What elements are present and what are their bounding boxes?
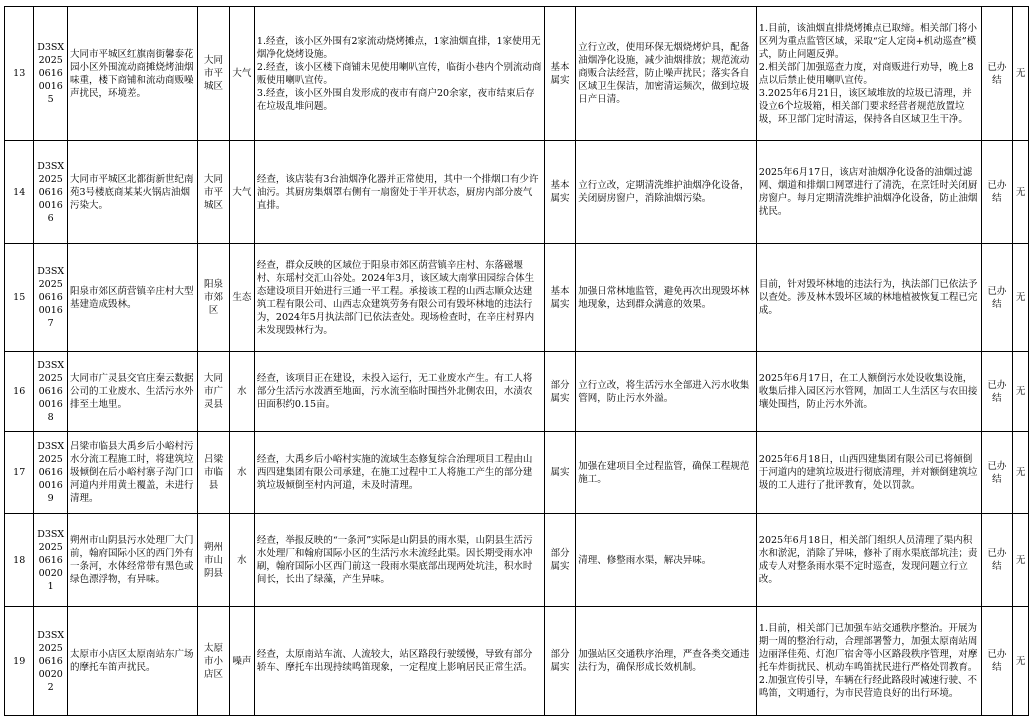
case-status: 已办结 [981,514,1013,607]
investigation-findings-line: 经查，该店装有3台油烟净化器并正常使用，其中一个排烟口有少许油污。其厨房集烟罩右侧有一扇窗处于半开状态，厨房内部分废气直排。 [256,173,539,211]
handling-requirement: 清理、修整雨水渠，解决异味。 [576,514,757,607]
rectification-result [756,7,981,141]
investigation-findings-line: 经查，群众反映的区域位于阳泉市郊区荫营镇辛庄村、东落磁堰村、东瑶村交汇山谷处。2024年3月，该区域大南掌田园综合体生态建设项目开始进行三通一平工程。承接该工程的山西志顺众达建筑工程有限公司、山西志众建筑劳务有限公司有毁坏林地的违法行为，2024年5月执法部门已依法查处。现场检查时，在辛庄村界内未发现毁林行为。 [256,259,535,336]
investigation-findings [254,607,544,716]
rectification-result-line: 2025年6月17日，在工人额倒污水处设收集设施，收集后排入园区污水管网，加固工人生活区与农田接壤处围挡，防止污水外流。 [758,373,978,410]
row-number: 19 [5,607,34,716]
accountability: 无 [1013,7,1029,141]
handling-requirement: 加强在建项目全过程监管，确保工程规范施工。 [576,432,757,514]
row-number: 18 [5,514,34,607]
verification-result: 基本属实 [544,7,576,141]
investigation-findings-line: 经查，举报反映的“一条河”实际是山阴县的雨水渠，山阴县生活污水处理厂和翰府国际小区的生活污水未流经此渠。因长期受雨水冲刷，翰府国际小区西门前这一段雨水渠底部出现两处坑洼，积水时间长，长出了绿藻，产生异味。 [256,535,533,585]
case-code: D3SX2025061600169 [34,432,68,514]
rectification-result-line: 2.相关部门加强巡查力度，对商贩进行劝导，晚上8点以后禁止使用喇叭宣传。 [758,61,974,86]
rectification-result-line: 3.2025年6月21日，该区域堆放的垃圾已清理，并设立6个垃圾箱，相关部门要求经营者规范放置垃圾，环卫部门定时清运，保持各自区域卫生干净。 [758,87,972,125]
case-code: D3SX2025061600165 [34,7,68,141]
rectification-result-line: 目前，针对毁坏林地的违法行为，执法部门已依法予以查处。涉及林木毁坏区域的林地植被恢复工程已完成。 [758,279,978,316]
row-number: 13 [5,7,34,141]
case-status: 已办结 [981,607,1013,716]
investigation-findings [254,244,544,352]
investigation-findings-line: 1.经查，该小区外围有2家流动烧烤摊点，1家油烟直排，1家使用无烟净化烧烤设施。 [256,35,541,60]
investigation-findings-line: 3.经查，该小区外围自发形成的夜市有商户20余家，夜市结束后存在垃圾乱堆问题。 [256,87,535,112]
table-row [5,141,1029,244]
case-code: D3SX2025061600201 [34,514,68,607]
rectification-result-line: 2.加强宣传引导，车辆在行经此路段时减速行驶、不鸣笛，文明通行，为市民营造良好的出行环境。 [758,675,977,699]
investigation-findings [254,432,544,514]
administrative-area: 大同市广灵县 [198,352,230,432]
accountability: 无 [1013,141,1029,244]
case-status: 已办结 [981,141,1013,244]
rectification-result [756,141,981,244]
pollution-type: 生态 [229,244,254,352]
table-row [5,7,1029,141]
rectification-result [756,607,981,716]
investigation-findings [254,141,544,244]
complaint-content: 朔州市山阴县污水处理厂大门前，翰府国际小区的西门外有一条河，水体经常带有黑色或绿色漂浮物，有异味。 [68,514,198,607]
table-body [5,7,1029,716]
handling-requirement: 立行立改，定期清洗维护油烟净化设备，关闭厨房窗户，消除油烟污染。 [576,141,757,244]
table-row [5,514,1029,607]
case-code: D3SX2025061600202 [34,607,68,716]
case-code: D3SX2025061600166 [34,141,68,244]
complaint-content: 吕梁市临县大禹乡后小峪村污水分流工程施工时，将建筑垃圾倾倒在后小峪村寨子沟门口河道内并用黄土覆盖，未进行清理。 [68,432,198,514]
verification-result: 基本属实 [544,141,576,244]
complaint-content: 大同市平城区红旗南街馨泰花园小区外围流动商摊烧烤油烟味重，楼下商铺和流动商贩噪声扰民，环境差。 [68,7,198,141]
table-row [5,432,1029,514]
accountability: 无 [1013,244,1029,352]
administrative-area: 大同市平城区 [198,141,230,244]
rectification-result [756,514,981,607]
case-status: 已办结 [981,244,1013,352]
accountability: 无 [1013,432,1029,514]
row-number: 14 [5,141,34,244]
administrative-area: 大同市平城区 [198,7,230,141]
rectification-result [756,352,981,432]
rectification-result-line: 1.目前，相关部门已加强车站交通秩序整治。开展为期一周的整治行动，合理部署警力，加强太原南站周边丽泽佳苑、灯泡厂宿舍等小区路段秩序管理，对摩托车炸街扰民、机动车鸣笛扰民进行严格处罚教育。 [758,623,978,673]
complaint-content: 大同市广灵县交官庄秦云数据公司的工业废水、生活污水外排至土地里。 [68,352,198,432]
verification-result: 属实 [544,432,576,514]
verification-result: 部分属实 [544,607,576,716]
accountability: 无 [1013,514,1029,607]
rectification-result-line: 2025年6月18日，相关部门组织人员清理了渠内积水和淤泥，消除了异味，修补了雨水渠底部坑洼；责成专人对整条雨水渠不定时巡查，发现问题立行立改。 [758,535,978,585]
pollution-type: 大气 [229,141,254,244]
case-status: 已办结 [981,7,1013,141]
case-code: D3SX2025061600167 [34,244,68,352]
case-code: D3SX2025061600168 [34,352,68,432]
investigation-findings-line: 经查，太原南站车流、人流较大，站区路段行驶缓慢，导致有部分轿车、摩托车出现持续鸣笛现象，一定程度上影响居民正常生活。 [256,649,533,673]
table-row [5,352,1029,432]
complaint-table [4,6,1029,716]
rectification-result [756,244,981,352]
administrative-area: 阳泉市郊区 [198,244,230,352]
pollution-type: 大气 [229,7,254,141]
table-row [5,607,1029,716]
administrative-area: 太原市小店区 [198,607,230,716]
accountability: 无 [1013,607,1029,716]
pollution-type: 水 [229,514,254,607]
verification-result: 部分属实 [544,514,576,607]
investigation-findings [254,7,544,141]
handling-requirement: 加强站区交通秩序治理，严查各类交通违法行为，确保形成长效机制。 [576,607,757,716]
handling-requirement: 加强日常林地监管，避免再次出现毁坏林地现象，达到群众满意的效果。 [576,244,757,352]
complaint-content: 大同市平城区北都街新世纪南苑3号楼底商某某火锅店油烟污染大。 [68,141,198,244]
rectification-result-line: 1.目前，该油烟直排烧烤摊点已取缔。相关部门将小区列为重点监管区域，采取“定人定岗+机动巡查”模式，防止问题反弹。 [758,22,977,60]
investigation-findings [254,352,544,432]
complaint-content: 太原市小店区太原南站东广场的摩托车笛声扰民。 [68,607,198,716]
complaint-content: 阳泉市郊区荫营镇辛庄村大型基建造成毁林。 [68,244,198,352]
investigation-findings-line: 经查，大禹乡后小峪村实施的流域生态修复综合治理项目工程由山西四建集团有限公司承建，在施工过程中工人将施工产生的部分建筑垃圾倾倒至村内河道，未及时清理。 [256,454,533,491]
case-status: 已办结 [981,352,1013,432]
investigation-findings-line: 2.经查，该小区楼下商铺未见使用喇叭宣传，临街小巷内个别流动商贩使用喇叭宣传。 [256,61,542,86]
handling-requirement: 立行立改，使用环保无烟烧烤炉具，配备油烟净化设施，减少油烟排放；规范流动商贩合法经营，防止噪声扰民；落实各自区域卫生保洁，加密清运频次，做到垃圾日产日清。 [576,7,757,141]
row-number: 17 [5,432,34,514]
rectification-result-line: 2025年6月17日，该店对油烟净化设备的油烟过滤网、烟道和排烟口网罩进行了清洗，在烹饪时关闭厨房窗户。每月定期清洗维护油烟净化设备，防止油烟扰民。 [758,167,978,217]
row-number: 16 [5,352,34,432]
pollution-type: 水 [229,432,254,514]
administrative-area: 朔州市山阴县 [198,514,230,607]
accountability: 无 [1013,352,1029,432]
handling-requirement: 立行立改，将生活污水全部进入污水收集管网，防止污水外溢。 [576,352,757,432]
verification-result: 基本属实 [544,244,576,352]
rectification-result-line: 2025年6月18日，山西四建集团有限公司已将倾倒于河道内的建筑垃圾进行彻底清理，并对额倒建筑垃圾的工人进行了批评教育，处以罚款。 [758,454,978,491]
verification-result: 部分属实 [544,352,576,432]
table-row [5,244,1029,352]
rectification-result [756,432,981,514]
investigation-findings-line: 经查，该项目正在建设，未投入运行，无工业废水产生。有工人将部分生活污水泼洒至地面，污水流至临时围挡外北侧农田，水渍农田面积约0.15亩。 [256,373,533,410]
investigation-findings [254,514,544,607]
pollution-type: 水 [229,352,254,432]
row-number: 15 [5,244,34,352]
administrative-area: 吕梁市临县 [198,432,230,514]
pollution-type: 噪声 [229,607,254,716]
case-status: 已办结 [981,432,1013,514]
